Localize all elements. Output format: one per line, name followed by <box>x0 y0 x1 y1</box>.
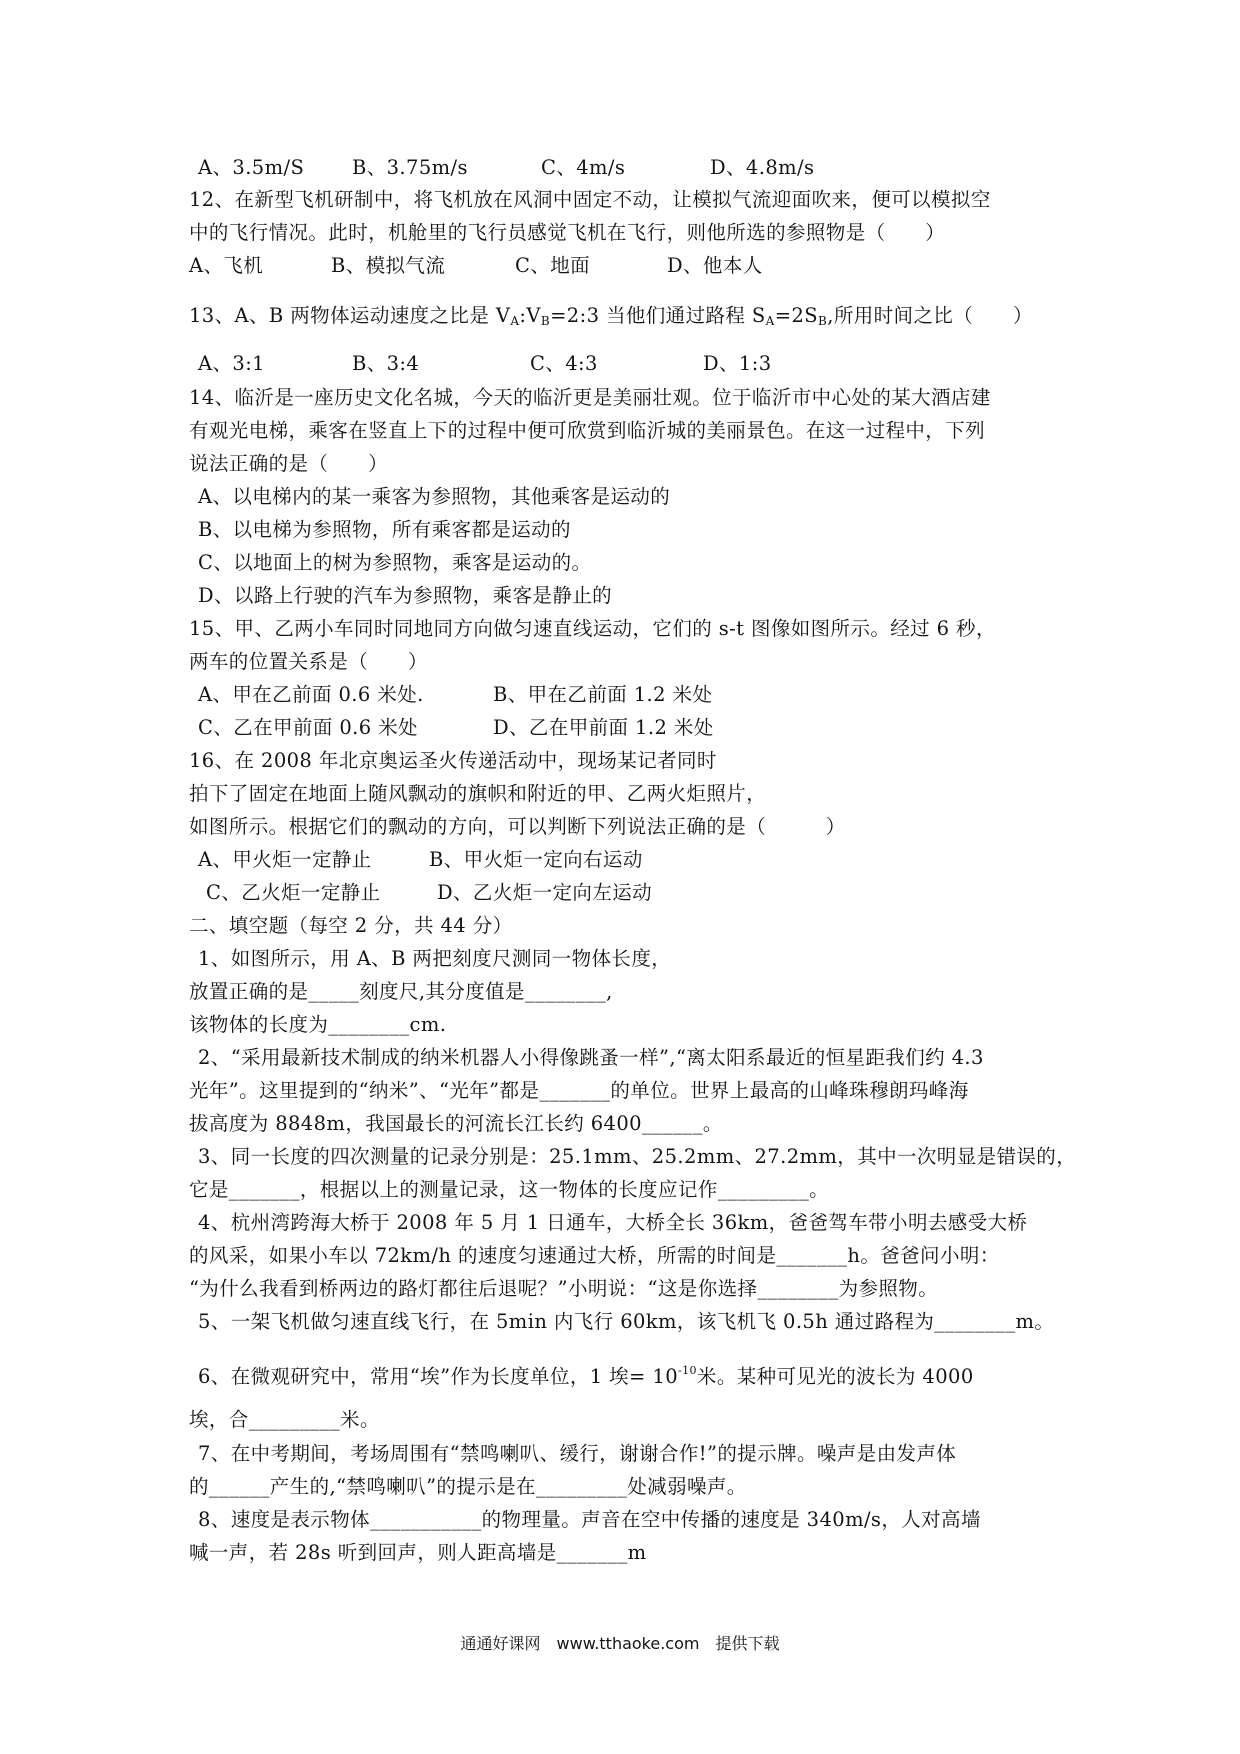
q15-option-d: D、乙在甲前面 1.2 米处 <box>493 716 714 739</box>
q12-option-c: C、地面 <box>515 254 591 277</box>
q11-option-d: D、4.8m/s <box>710 156 815 179</box>
q16-option-b: B、甲火炬一定向右运动 <box>429 848 643 871</box>
f2-line-3: 拔高度为 8848m，我国最长的河流长江长约 6400______。 <box>189 1112 723 1135</box>
q12-line-2: 中的飞行情况。此时，机舱里的飞行员感觉飞机在飞行，则他所选的参照物是（ ） <box>189 221 946 244</box>
section-2-title: 二、填空题（每空 2 分，共 44 分） <box>189 914 513 937</box>
q11-option-b: B、3.75m/s <box>352 156 468 179</box>
q14-option-a: A、以电梯内的某一乘客为参照物，其他乘客是运动的 <box>198 485 671 508</box>
q12-option-d: D、他本人 <box>667 254 763 277</box>
q14-option-b: B、以电梯为参照物，所有乘客都是运动的 <box>198 518 571 541</box>
q15-option-b: B、甲在乙前面 1.2 米处 <box>493 683 713 706</box>
q11-option-a: A、3.5m/S <box>198 156 305 179</box>
q13-option-d: D、1:3 <box>703 352 772 375</box>
f1-line-3: 该物体的长度为________cm. <box>189 1013 447 1036</box>
q14-line-1: 14、临沂是一座历史文化名城，今天的临沂更是美丽壮观。位于临沂市中心处的某大酒店建 <box>189 386 991 409</box>
f8-line-1: 8、速度是表示物体___________的物理量。声音在空中传播的速度是 340m/s，人对高墙 <box>198 1508 981 1531</box>
q15-option-a: A、甲在乙前面 0.6 米处. <box>198 683 424 706</box>
q16-line-2: 拍下了固定在地面上随风飘动的旗帜和附近的甲、乙两火炬照片， <box>189 782 767 805</box>
q15-option-c: C、乙在甲前面 0.6 米处 <box>198 716 418 739</box>
f3-line-2: 它是_______，根据以上的测量记录，这一物体的长度应记作_________。 <box>189 1178 830 1201</box>
q13-option-b: B、3:4 <box>352 352 420 375</box>
f3-line-1: 3、同一长度的四次测量的记录分别是：25.1mm、25.2mm、27.2mm，其中一次明显是错误的， <box>198 1145 1077 1168</box>
q16-option-d: D、乙火炬一定向左运动 <box>437 881 653 904</box>
q13-eq: =2S <box>774 304 819 327</box>
f6-pre: 6、在微观研究中，常用“埃”作为长度单位，1 埃= 10 <box>198 1365 678 1388</box>
f5-line: 5、一架飞机做匀速直线飞行，在 5min 内飞行 60km，该飞机飞 0.5h 通过路程为________m。 <box>198 1310 1055 1333</box>
f6-line-1 <box>198 1357 974 1391</box>
q13-option-c: C、4:3 <box>530 352 598 375</box>
q12-option-a: A、飞机 <box>189 254 264 277</box>
q15-line-1: 15、甲、乙两小车同时同地同方向做匀速直线运动，它们的 s-t 图像如图所示。经过 6 秒， <box>189 617 996 640</box>
q13-mid: =2:3 当他们通过路程 S <box>550 304 766 327</box>
q13-option-a: A、3:1 <box>198 352 265 375</box>
f7-line-2: 的______产生的,“禁鸣喇叭”的提示是在_________处减弱噪声。 <box>189 1475 747 1498</box>
q13-post: ,所用时间之比（ ） <box>827 304 1033 327</box>
q16-line-1: 16、在 2008 年北京奥运圣火传递活动中，现场某记者同时 <box>189 749 717 772</box>
q16-option-c: C、乙火炬一定静止 <box>206 881 381 904</box>
f4-line-3: “为什么我看到桥两边的路灯都往后退呢？”小明说：“这是你选择________为参照物。 <box>189 1277 939 1300</box>
q14-line-3: 说法正确的是（ ） <box>189 452 389 475</box>
f2-line-2: 光年”。这里提到的“纳米”、“光年”都是_______的单位。世界上最高的山峰珠穆朗玛峰海 <box>189 1079 969 1102</box>
q12-line-1: 12、在新型飞机研制中，将飞机放在风洞中固定不动，让模拟气流迎面吹来，便可以模拟空 <box>189 188 991 211</box>
f1-line-1: 1、如图所示，用 A、B 两把刻度尺测同一物体长度， <box>198 947 672 970</box>
f6-exponent: -10 <box>678 1364 697 1377</box>
f4-line-1: 4、杭州湾跨海大桥于 2008 年 5 月 1 日通车，大桥全长 36km，爸爸驾车带小明去感受大桥 <box>198 1211 1028 1234</box>
f1-line-2: 放置正确的是_____刻度尺,其分度值是________, <box>189 980 613 1003</box>
q11-option-c: C、4m/s <box>541 156 626 179</box>
f2-line-1: 2、“采用最新技术制成的纳米机器人小得像跳蚤一样”,“离太阳系最近的恒星距我们约 4.3 <box>198 1046 984 1069</box>
q16-line-3: 如图所示。根据它们的飘动的方向，可以判断下列说法正确的是（ ） <box>189 815 846 838</box>
q13-pre: 13、A、B 两物体运动速度之比是 V <box>189 304 511 327</box>
f8-line-2: 喊一声，若 28s 听到回声，则人距高墙是_______m <box>189 1541 647 1564</box>
f7-line-1: 7、在中考期间，考场周围有“禁鸣喇叭、缓行，谢谢合作!”的提示牌。噪声是由发声体 <box>198 1442 957 1465</box>
q14-option-d: D、以路上行驶的汽车为参照物，乘客是静止的 <box>198 584 613 607</box>
q13-va-sub: A <box>510 314 520 328</box>
q13-sa-sub: A <box>765 314 775 328</box>
q13-stem <box>189 302 1033 335</box>
q15-line-2: 两车的位置关系是（ ） <box>189 650 428 673</box>
q12-option-b: B、模拟气流 <box>331 254 446 277</box>
q13-colon: :V <box>519 304 541 327</box>
f6-post: 米。某种可见光的波长为 4000 <box>696 1365 974 1388</box>
f4-line-2: 的风采，如果小车以 72km/h 的速度匀速通过大桥，所需的时间是_______h。爸爸问小明： <box>189 1244 1000 1267</box>
q14-option-c: C、以地面上的树为参照物，乘客是运动的。 <box>198 551 592 574</box>
f6-line-2: 埃，合_________米。 <box>189 1408 380 1431</box>
footer-source: 通通好课网 www.tthaoke.com 提供下载 <box>460 1634 780 1653</box>
q13-vb-sub: B <box>540 314 551 328</box>
q14-line-2: 有观光电梯，乘客在竖直上下的过程中便可欣赏到临沂城的美丽景色。在这一过程中，下列 <box>189 419 986 442</box>
q13-sb-sub: B <box>818 314 828 328</box>
q16-option-a: A、甲火炬一定静止 <box>198 848 372 871</box>
